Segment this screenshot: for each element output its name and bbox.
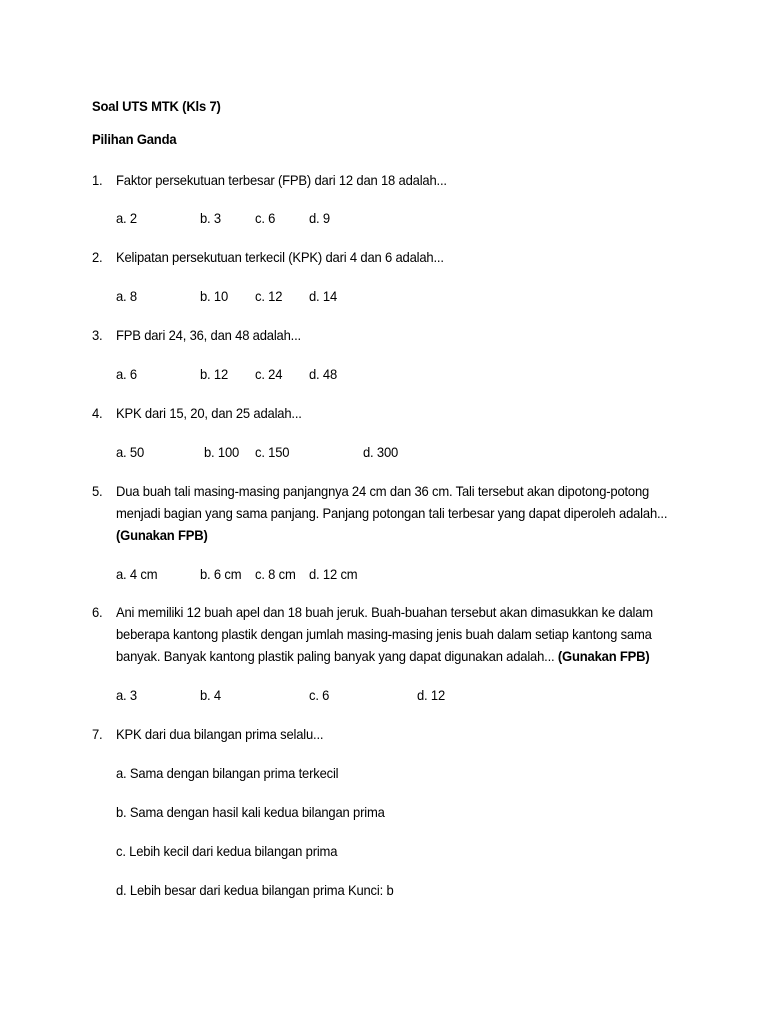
question-number: 1. — [92, 172, 103, 188]
question-number: 2. — [92, 249, 103, 265]
question-text-line: Dua buah tali masing-masing panjangnya 24 cm dan 36 cm. Tali tersebut akan dipotong-potong — [116, 483, 650, 499]
question-text: KPK dari 15, 20, dan 25 adalah... — [116, 405, 302, 421]
option-b: b. 4 — [200, 687, 221, 703]
document-title: Soal UTS MTK (Kls 7) — [92, 98, 221, 114]
option-d: d. 12 — [417, 687, 446, 703]
question-text-line: menjadi bagian yang sama panjang. Panjang potongan tali terbesar yang dapat diperoleh adalah... — [116, 505, 668, 521]
question-number: 6. — [92, 604, 103, 620]
option-c: c. 6 — [255, 210, 276, 226]
question-text-line — [116, 645, 650, 667]
option-b: b. Sama dengan hasil kali kedua bilangan prima — [116, 804, 385, 820]
option-c: c. 150 — [255, 444, 290, 460]
option-a: a. Sama dengan bilangan prima terkecil — [116, 765, 339, 781]
question-number: 4. — [92, 405, 103, 421]
option-b: b. 100 — [204, 444, 240, 460]
option-c: c. 12 — [255, 288, 283, 304]
option-a: a. 2 — [116, 210, 137, 226]
option-c: c. 8 cm — [255, 566, 296, 582]
question-text-line: beberapa kantong plastik dengan jumlah masing-masing jenis buah dalam setiap kantong sama — [116, 626, 652, 642]
option-d: d. 300 — [363, 444, 399, 460]
option-a: a. 3 — [116, 687, 137, 703]
question-number: 5. — [92, 483, 103, 499]
option-b: b. 6 cm — [200, 566, 242, 582]
option-a: a. 4 cm — [116, 566, 158, 582]
question-hint: (Gunakan FPB) — [557, 648, 650, 664]
question-text: Kelipatan persekutuan terkecil (KPK) dari 4 dan 6 adalah... — [116, 249, 444, 265]
option-b: b. 3 — [200, 210, 221, 226]
question-text: KPK dari dua bilangan prima selalu... — [116, 726, 324, 742]
option-c: c. 6 — [309, 687, 330, 703]
question-text-line: Ani memiliki 12 buah apel dan 18 buah jeruk. Buah-buahan tersebut akan dimasukkan ke dalam — [116, 604, 653, 620]
option-d: d. 12 cm — [309, 566, 358, 582]
option-b: b. 10 — [200, 288, 229, 304]
section-heading: Pilihan Ganda — [92, 131, 177, 147]
question-number: 7. — [92, 726, 103, 742]
option-a: a. 6 — [116, 366, 137, 382]
option-a: a. 8 — [116, 288, 137, 304]
question-text-line-content: banyak. Banyak kantong plastik paling banyak yang dapat digunakan adalah... — [116, 648, 555, 664]
option-d: d. 48 — [309, 366, 338, 382]
option-b: b. 12 — [200, 366, 229, 382]
question-hint: (Gunakan FPB) — [116, 527, 208, 543]
option-c: c. 24 — [255, 366, 283, 382]
question-text: FPB dari 24, 36, dan 48 adalah... — [116, 327, 301, 343]
option-d: d. 14 — [309, 288, 338, 304]
option-d: d. 9 — [309, 210, 330, 226]
option-c: c. Lebih kecil dari kedua bilangan prima — [116, 843, 338, 859]
question-text: Faktor persekutuan terbesar (FPB) dari 12 dan 18 adalah... — [116, 172, 447, 188]
option-d: d. Lebih besar dari kedua bilangan prima Kunci: b — [116, 882, 394, 898]
option-a: a. 50 — [116, 444, 145, 460]
question-number: 3. — [92, 327, 103, 343]
